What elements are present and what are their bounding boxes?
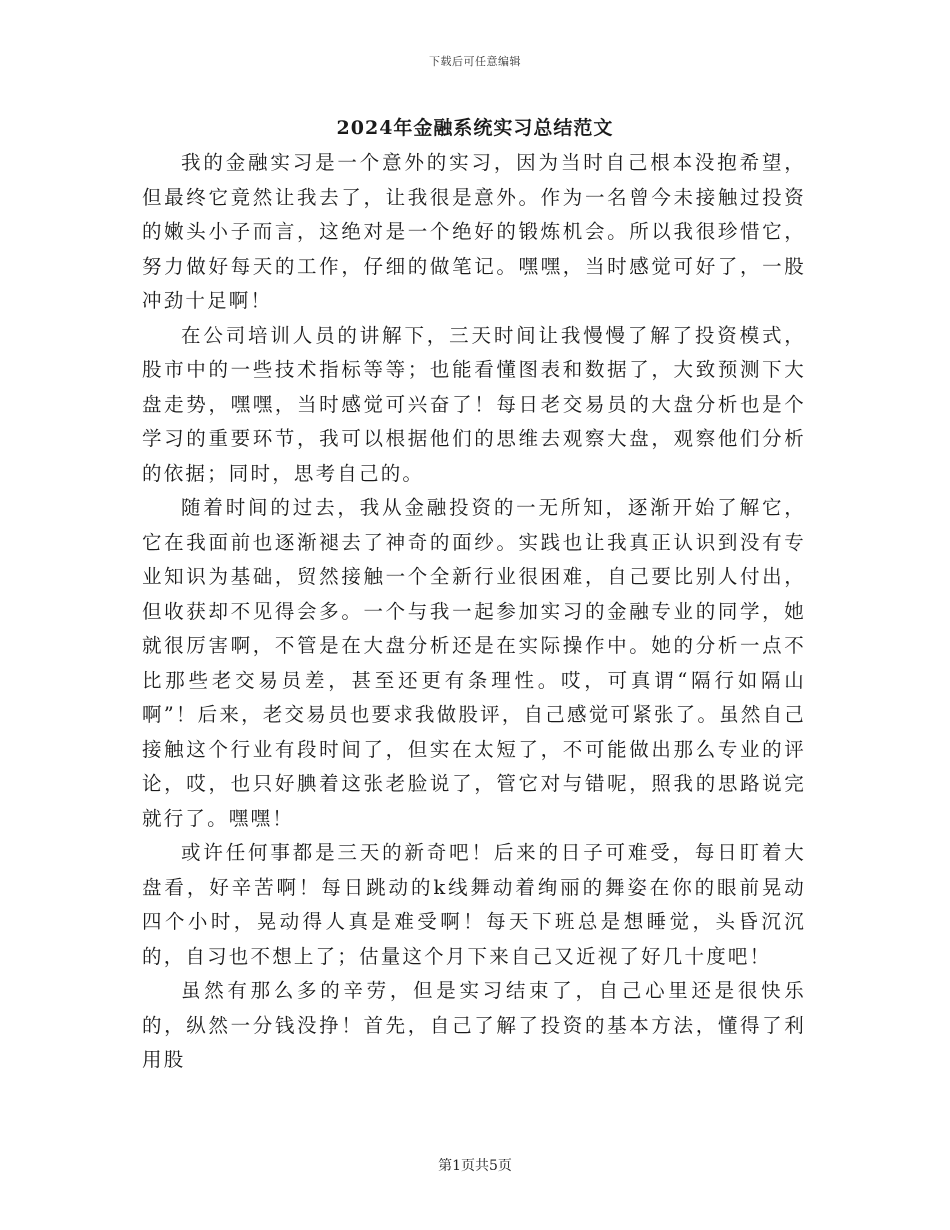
paragraph-1: 我的金融实习是一个意外的实习，因为当时自己根本没抱希望，但最终它竟然让我去了，让我很是意外。作为一名曾今未接触过投资的嫩头小子而言，这绝对是一个绝好的锻炼机会。所以我很珍惜它，努力做好每天的工作，仔细的做笔记。嘿嘿，当时感觉可好了，一股冲劲十足啊！ (142, 151, 806, 312)
page-indicator: 第1页共5页 (438, 1158, 512, 1174)
header-note: 下载后可任意编辑 (429, 55, 521, 68)
paragraph-2: 在公司培训人员的讲解下，三天时间让我慢慢了解了投资模式，股市中的一些技术指标等等；也能看懂图表和数据了，大致预测下大盘走势，嘿嘿，当时感觉可兴奋了！每日老交易员的大盘分析也是个学习的重要环节，我可以根据他们的思维去观察大盘，观察他们分析的依据；同时，思考自己的。 (142, 323, 806, 485)
paragraph-4: 或许任何事都是三天的新奇吧！后来的日子可难受，每日盯着大盘看，好辛苦啊！每日跳动的k线舞动着绚丽的舞姿在你的眼前晃动四个小时，晃动得人真是难受啊！每天下班总是想睡觉，头昏沉沉的，自习也不想上了；估量这个月下来自己又近视了好几十度吧！ (142, 841, 806, 968)
document-title: 2024年金融系统实习总结范文 (336, 117, 614, 139)
document-body (142, 146, 806, 1078)
paragraph-3: 随着时间的过去，我从金融投资的一无所知，逐渐开始了解它，它在我面前也逐渐褪去了神奇的面纱。实践也让我真正认识到没有专业知识为基础，贸然接触一个全新行业很困难，自己要比别人付出，但收获却不见得会多。一个与我一起参加实习的金融专业的同学，她就很厉害啊，不管是在大盘分析还是在实际操作中。她的分析一点不比那些老交易员差，甚至还更有条理性。哎，可真谓“隔行如隔山啊”！后来，老交易员也要求我做股评，自己感觉可紧张了。虽然自己接触这个行业有段时间了，但实在太短了，不可能做出那么专业的评论，哎，也只好腆着这张老脸说了，管它对与错呢，照我的思路说完就行了。嘿嘿！ (142, 496, 806, 830)
paragraph-5: 虽然有那么多的辛劳，但是实习结束了，自己心里还是很快乐的，纵然一分钱没挣！首先，自己了解了投资的基本方法，懂得了利用股 (142, 979, 806, 1071)
